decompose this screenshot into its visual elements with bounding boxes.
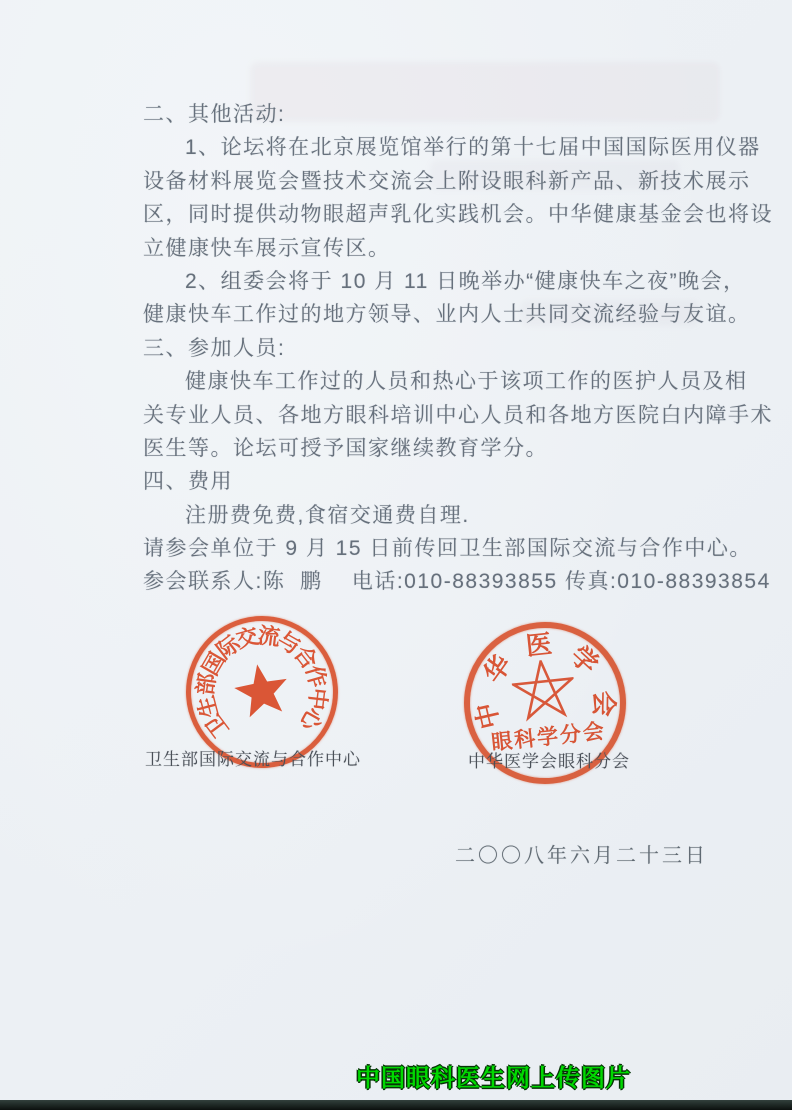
seal-arc-char: 中 <box>470 700 506 733</box>
seal-arc-char: 部 <box>192 671 221 698</box>
text-line: 关专业人员、各地方眼科培训中心人员和各地方医院白内障手术 <box>143 403 773 427</box>
seal-arc-char: 学 <box>564 640 605 680</box>
text-line: 2、组委会将于 10 月 11 日晚举办“健康快车之夜”晚会， <box>185 269 746 293</box>
text-line: 参会联系人:陈 鹏 电话:010-88393855 传真:010-88393854 <box>143 570 771 594</box>
text-line: 注册费免费,食宿交通费自理. <box>185 503 470 527</box>
text-line: 四、费用 <box>143 470 233 494</box>
text-line: 1、论坛将在北京展览馆举行的第十七届中国国际医用仪器 <box>185 136 761 160</box>
seal-arc-char: 中 <box>303 686 332 711</box>
watermark-text: 中国眼科医生网上传图片 <box>356 1065 631 1092</box>
seal-arc-char: 交 <box>233 623 262 653</box>
seal-arc-char: 国 <box>197 648 230 680</box>
pentagram-star-icon <box>510 657 578 725</box>
seal-arc-char: 生 <box>192 692 223 720</box>
seal-inner-text: 眼科学分会 <box>490 719 607 755</box>
scan-edge <box>0 1100 792 1110</box>
seal-caption-right: 中华医学会眼科分会 <box>468 752 630 771</box>
seal-arc-char: 流 <box>256 622 282 651</box>
seal-arc-char: 合 <box>289 641 323 674</box>
text-line: 健康快车工作过的人员和热心于该项工作的医护人员及相 <box>185 370 748 394</box>
text-line: 健康快车工作过的地方领导、业内人士共同交流经验与友谊。 <box>143 303 751 327</box>
text-line: 请参会单位于 9 月 15 日前传回卫生部国际交流与合作中心。 <box>143 537 752 561</box>
text-line: 区，同时提供动物眼超声乳化实践机会。中华健康基金会也将设 <box>143 203 773 227</box>
seal-arc-char: 会 <box>588 690 619 718</box>
text-line: 三、参加人员: <box>143 336 286 360</box>
seal-arc-char: 际 <box>211 630 245 665</box>
seal-arc-char: 与 <box>273 626 306 660</box>
seal-caption-left: 卫生部国际交流与合作中心 <box>145 750 361 769</box>
text-line: 立健康快车展示宣传区。 <box>143 236 391 260</box>
seal-arc-char: 作 <box>300 662 331 691</box>
text-line: 二、其他活动: <box>143 103 286 126</box>
seal-arc-char: 卫 <box>200 709 234 743</box>
star-icon <box>232 662 292 722</box>
document-body <box>143 98 773 599</box>
seal-arc-char: 心 <box>294 703 328 735</box>
seal-arc-char: 华 <box>477 649 518 689</box>
text-line: 医生等。论坛可授予国家继续教育学分。 <box>143 436 548 460</box>
document-date: 二〇〇八年六月二十三日 <box>455 845 708 867</box>
seal-arc-char: 医 <box>524 628 554 662</box>
text-line: 设备材料展览会暨技术交流会上附设眼科新产品、新技术展示 <box>143 169 751 193</box>
